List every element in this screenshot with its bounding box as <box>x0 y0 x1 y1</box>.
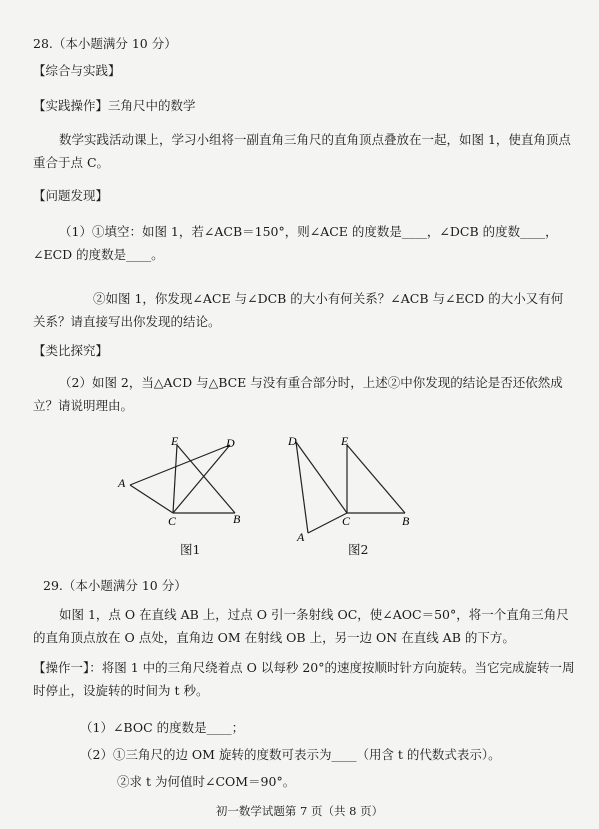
q29-question-2b: ②求 t 为何值时∠COM＝90°。 <box>117 774 296 789</box>
fig1-label-a: A <box>118 476 126 490</box>
figure-1-caption: 图1 <box>180 542 201 557</box>
fig1-label-b: B <box>233 512 241 526</box>
figure-2-caption: 图2 <box>348 542 369 557</box>
q28-intro: 数学实践活动课上，学习小组将一副直角三角尺的直角顶点叠放在一起，如图 1，使直角顶点重合于点 C。 <box>33 132 571 170</box>
q28-section-comprehensive: 【综合与实践】 <box>33 63 121 78</box>
fig1-label-c: C <box>168 514 177 528</box>
fig1-label-e: E <box>171 434 179 448</box>
q28-question-2: （2）如图 2，当△ACD 与△BCE 与没有重合部分时，上述②中你发现的结论是否还依然成立？请说明理由。 <box>33 375 563 413</box>
fig2-label-b: B <box>402 514 410 528</box>
q28-section-discovery: 【问题发现】 <box>33 188 109 203</box>
q28-question-1a: （1）①填空：如图 1，若∠ACB＝150°，则∠ACE 的度数是____，∠DCB 的度数____，∠ECD 的度数是____。 <box>33 224 558 262</box>
fig1-label-d: D <box>226 436 235 450</box>
q29-question-1: （1）∠BOC 的度数是____； <box>80 720 245 735</box>
q29-question-2a: （2）①三角尺的边 OM 旋转的度数可表示为____（用含 t 的代数式表示）。 <box>80 747 501 762</box>
q28-header: 28.（本小题满分 10 分） <box>33 36 177 51</box>
q29-operation-1: 【操作一】：将图 1 中的三角尺绕着点 O 以每秒 20°的速度按顺时针方向旋转。当它完成旋转一周时停止，设旋转的时间为 t 秒。 <box>33 660 575 698</box>
fig2-label-c: C <box>342 514 351 528</box>
fig2-label-e: E <box>341 434 349 448</box>
figure-2 <box>280 425 420 547</box>
page-footer: 初一数学试题第 7 页（共 8 页） <box>215 804 384 818</box>
q28-section-analogy: 【类比探究】 <box>33 343 109 358</box>
q28-question-1b: ②如图 1，你发现∠ACE 与∠DCB 的大小有何关系？∠ACB 与∠ECD 的大小又有何关系？请直接写出你发现的结论。 <box>33 291 564 329</box>
q29-header: 29.（本小题满分 10 分） <box>43 578 187 593</box>
fig2-label-a: A <box>297 530 305 544</box>
q28-section-practice: 【实践操作】三角尺中的数学 <box>33 98 196 113</box>
q29-intro: 如图 1，点 O 在直线 AB 上，过点 O 引一条射线 OC，使∠AOC＝50°，将一个直角三角尺的直角顶点放在 O 点处，直角边 OM 在射线 OB 上，另一边 ON 在直线 AB 的下方。 <box>33 607 569 645</box>
figure-1 <box>110 425 270 535</box>
fig2-label-d: D <box>288 434 297 448</box>
